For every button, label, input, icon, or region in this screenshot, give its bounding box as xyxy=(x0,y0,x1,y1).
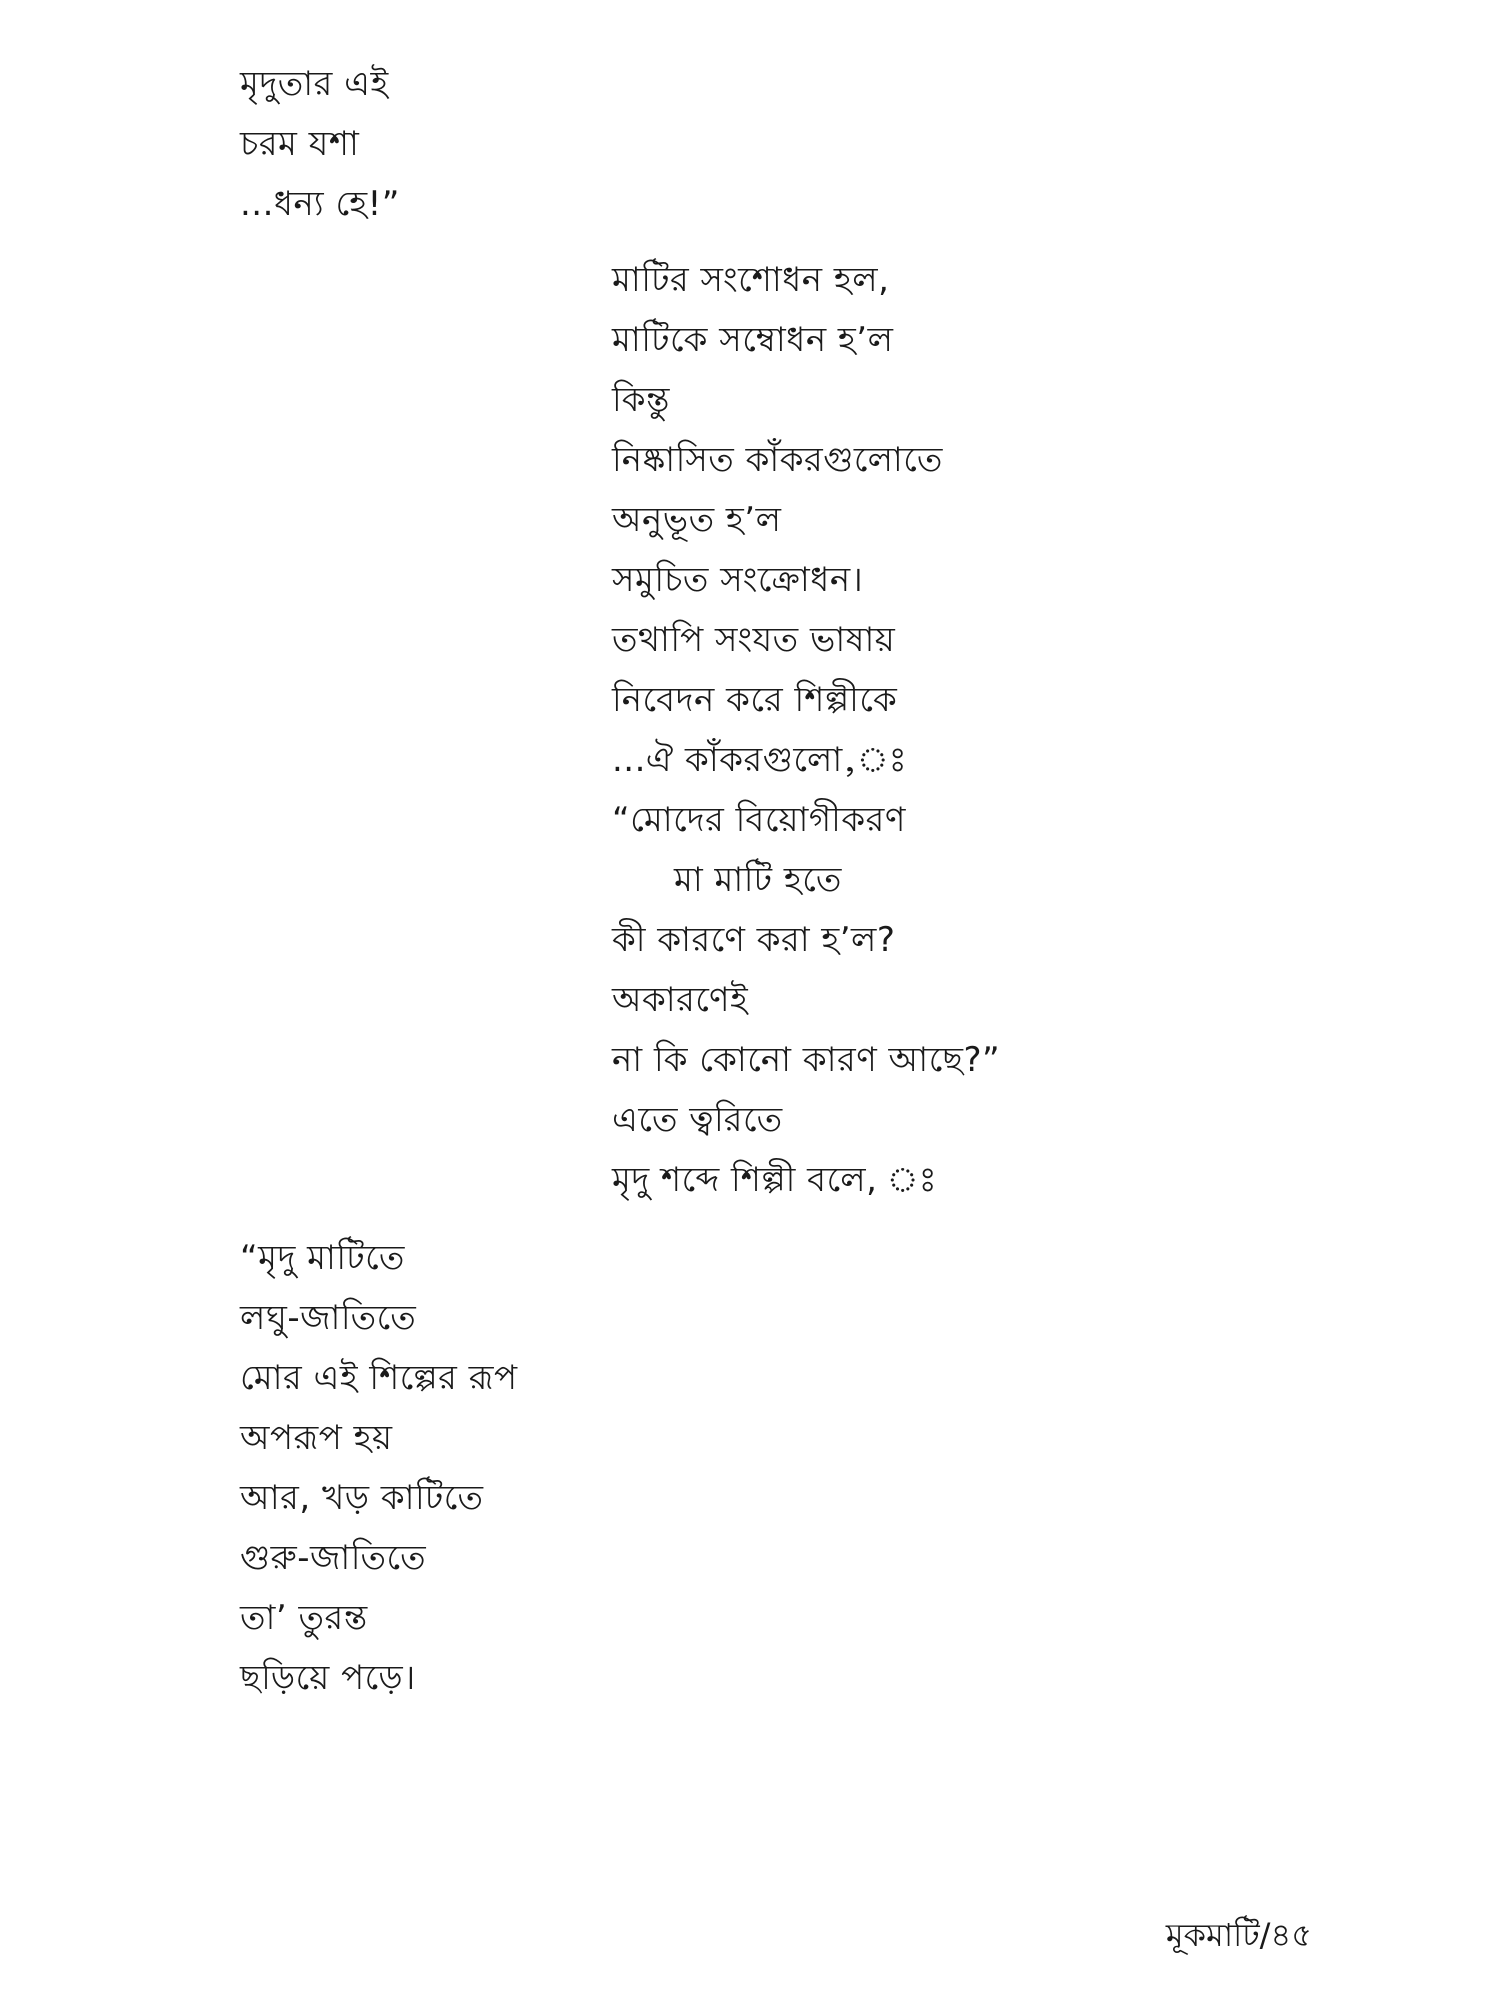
verse-line: মোর এই শিল্পের রূপ xyxy=(240,1358,518,1398)
verse-line: “মৃদু মাটিতে xyxy=(240,1238,405,1278)
verse-line: সমুচিত সংক্রোধন। xyxy=(612,560,864,600)
verse-line: আর, খড় কাটিতে xyxy=(240,1478,484,1518)
verse-line: মৃদুতার এই xyxy=(240,64,389,104)
verse-line: না কি কোনো কারণ আছে?” xyxy=(612,1040,1001,1080)
verse-line: গুরু-জাতিতে xyxy=(240,1538,427,1578)
verse-line: লঘু-জাতিতে xyxy=(240,1298,417,1338)
verse-line: তা’ তুরন্ত xyxy=(240,1598,368,1638)
page-number: মূকমাটি/৪৫ xyxy=(1165,1916,1312,1954)
verse-line: কিন্তু xyxy=(612,380,670,420)
stanza-opening xyxy=(240,54,400,234)
verse-line: নিষ্কাসিত কাঁকরগুলোতে xyxy=(612,440,943,480)
verse-line: মৃদু শব্দে শিল্পী বলে, ঃ xyxy=(612,1160,938,1200)
verse-line: মাটির সংশোধন হল, xyxy=(612,260,890,300)
verse-line: অনুভূত হ’ল xyxy=(612,500,782,540)
stanza-closing xyxy=(240,1228,518,1708)
verse-line: মাটিকে সম্বোধন হ’ল xyxy=(612,320,894,360)
verse-line: অপরূপ হয় xyxy=(240,1418,393,1458)
verse-line: ...ধন্য হে!” xyxy=(240,184,400,224)
verse-line: ছড়িয়ে পড়ে। xyxy=(240,1658,416,1698)
stanza-middle xyxy=(612,250,1000,1210)
verse-line: মা মাটি হতে xyxy=(674,860,842,900)
verse-line: ...ঐ কাঁকরগুলো,ঃ xyxy=(612,740,908,780)
verse-line: “মোদের বিয়োগীকরণ xyxy=(612,800,906,840)
verse-line: অকারণেই xyxy=(612,980,749,1020)
verse-line: তথাপি সংযত ভাষায় xyxy=(612,620,896,660)
verse-line: নিবেদন করে শিল্পীকে xyxy=(612,680,898,720)
verse-line: কী কারণে করা হ’ল? xyxy=(612,920,896,960)
verse-line: চরম যশা xyxy=(240,124,360,164)
verse-line: এতে ত্বরিতে xyxy=(612,1100,783,1140)
